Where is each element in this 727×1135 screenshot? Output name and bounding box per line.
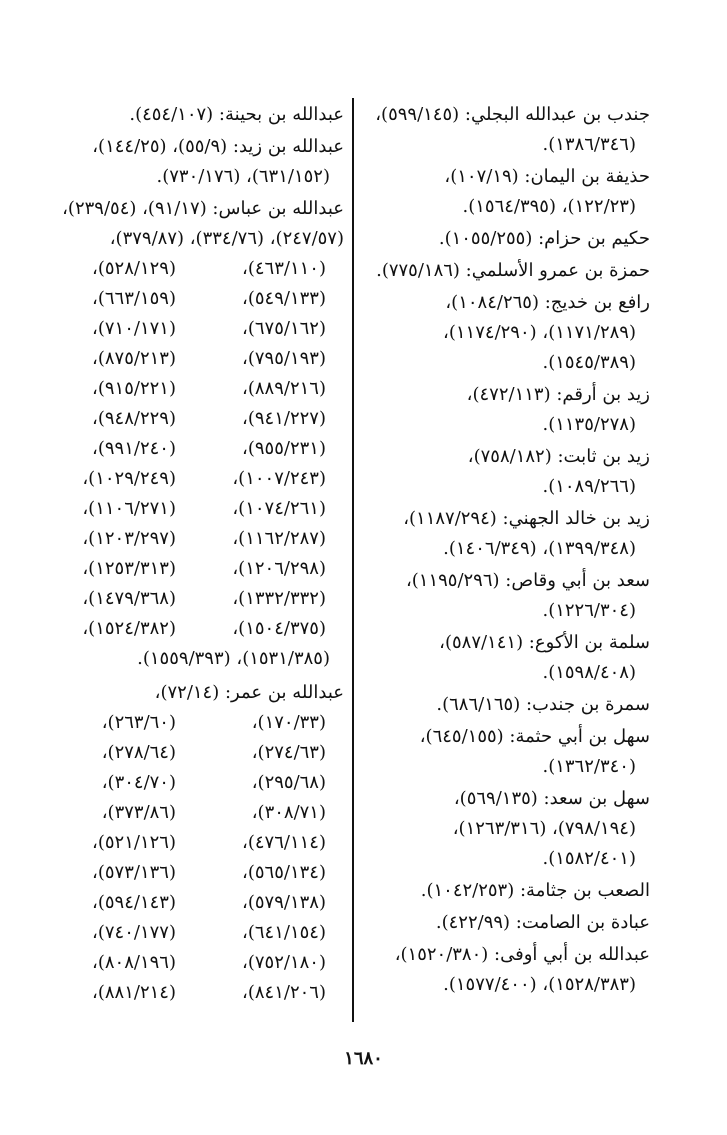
reference-item: (١١٠٦/٢٧١)، bbox=[82, 498, 176, 519]
reference-item: (٧٤٠/١٧٧)، bbox=[92, 922, 176, 943]
reference-item: (٥٧٩/١٣٨)، bbox=[242, 892, 326, 913]
entry-line: عبدالله بن زيد: (٥٥/٩)، (١٤٤/٢٥)، bbox=[92, 136, 344, 157]
entry-line: حذيفة بن اليمان: (١٠٧/١٩)، bbox=[444, 166, 650, 187]
reference-item: (١٧٠/٣٣)، bbox=[251, 712, 326, 733]
reference-item: (١٢٠٦/٢٩٨)، bbox=[232, 558, 326, 579]
index-entry bbox=[360, 876, 650, 906]
reference-item: (٥٧٣/١٣٦)، bbox=[92, 862, 176, 883]
entry-line: سمرة بن جندب: (٦٨٦/١٦٥). bbox=[436, 694, 650, 715]
entry-line: (١٣٨٦/٣٤٦). bbox=[542, 134, 636, 155]
reference-item: (١٢٠٣/٢٩٧)، bbox=[82, 528, 176, 549]
reference-item: (٢٦٣/٦٠)، bbox=[101, 712, 176, 733]
entry-line: رافع بن خديج: (١٠٨٤/٢٦٥)، bbox=[445, 292, 650, 313]
entry-line: (١٠٨٩/٢٦٦). bbox=[542, 476, 636, 497]
entry-line: زيد بن خالد الجهني: (١١٨٧/٢٩٤)، bbox=[403, 508, 650, 529]
reference-item: (٧١٠/١٧١)، bbox=[92, 318, 176, 339]
reference-item: (١٠٢٩/٢٤٩)، bbox=[82, 468, 176, 489]
entry-abdullah-bin-abbas bbox=[36, 194, 344, 674]
reference-item: (٥٦٥/١٣٤)، bbox=[242, 862, 326, 883]
reference-item: (٥٤٩/١٣٣)، bbox=[242, 288, 326, 309]
reference-item: (٧٥٢/١٨٠)، bbox=[242, 952, 326, 973]
entry-line: سهل بن سعد: (٥٦٩/١٣٥)، bbox=[453, 788, 650, 809]
entry-line: (٧٩٨/١٩٤)، (١٢٦٣/٣١٦)، bbox=[452, 818, 636, 839]
reference-item: (١٢٥٣/٣١٣)، bbox=[82, 558, 176, 579]
entry-line: (١٥٩٨/٤٠٨). bbox=[542, 662, 636, 683]
entry-line: عبدالله بن أبي أوفى: (١٥٢٠/٣٨٠)، bbox=[394, 944, 650, 965]
entry-abdullah-bin-zaid bbox=[36, 132, 344, 192]
index-entry bbox=[360, 256, 650, 286]
reference-item: (٨٧٥/٢١٣)، bbox=[92, 348, 176, 369]
index-entry bbox=[360, 784, 650, 874]
entry-line: عبادة بن الصامت: (٤٢٢/٩٩). bbox=[435, 912, 650, 933]
reference-item: (٢٩٥/٦٨)، bbox=[251, 772, 326, 793]
reference-item: (١٠٧٤/٢٦١)، bbox=[232, 498, 326, 519]
entry-line: (١٥٣١/٣٨٥)، (١٥٥٩/٣٩٣). bbox=[137, 648, 330, 669]
reference-item: (٩٥٥/٢٣١)، bbox=[242, 438, 326, 459]
reference-item: (٦٧٥/١٦٢)، bbox=[242, 318, 326, 339]
index-entry bbox=[360, 690, 650, 720]
entry-line: (٢٤٧/٥٧)، (٣٣٤/٧٦)، (٣٧٩/٨٧)، bbox=[109, 228, 344, 249]
reference-item: (٥٩٤/١٤٣)، bbox=[92, 892, 176, 913]
reference-item: (١٤٧٩/٣٦٨)، bbox=[82, 588, 176, 609]
entry-line: عبدالله بن عباس: (٩١/١٧)، (٢٣٩/٥٤)، bbox=[62, 198, 344, 219]
reference-item: (٨٤١/٢٠٦)، bbox=[242, 982, 326, 1003]
reference-item: (١١٦٢/٢٨٧)، bbox=[232, 528, 326, 549]
reference-item: (٤٦٣/١١٠)، bbox=[242, 258, 326, 279]
reference-item: (٥٢٨/١٢٩)، bbox=[92, 258, 176, 279]
reference-item: (٦٦٣/١٥٩)، bbox=[92, 288, 176, 309]
index-entry bbox=[360, 908, 650, 938]
entry-line: (١٥٨٢/٤٠١). bbox=[542, 848, 636, 869]
reference-item: (٣٧٣/٨٦)، bbox=[101, 802, 176, 823]
reference-item: (١٥٠٤/٣٧٥)، bbox=[232, 618, 326, 639]
entry-line: سهل بن أبي حثمة: (٦٤٥/١٥٥)، bbox=[419, 726, 650, 747]
entry-line: (١٣٩٩/٣٤٨)، (١٤٠٦/٣٤٩). bbox=[443, 538, 636, 559]
entry-line: (١٢٢٦/٣٠٤). bbox=[542, 600, 636, 621]
entry-line: (١٢٢/٢٣)، (١٥٦٤/٣٩٥). bbox=[462, 196, 636, 217]
reference-item: (٩١٥/٢٢١)، bbox=[92, 378, 176, 399]
reference-item: (٣٠٤/٧٠)، bbox=[101, 772, 176, 793]
entry-line: (١١٣٥/٢٧٨). bbox=[542, 414, 636, 435]
entry-line: عبدالله بن بحينة: (٤٥٤/١٠٧). bbox=[129, 104, 344, 125]
index-entry bbox=[360, 566, 650, 626]
entry-line: (١٥٢٨/٣٨٣)، (١٥٧٧/٤٠٠). bbox=[443, 974, 636, 995]
index-entry bbox=[360, 380, 650, 440]
entry-abdullah-bin-umar bbox=[36, 678, 344, 1008]
entry-line: زيد بن أرقم: (٤٧٢/١١٣)، bbox=[466, 384, 650, 405]
reference-item: (٣٠٨/٧١)، bbox=[251, 802, 326, 823]
reference-item: (١٥٢٤/٣٨٢)، bbox=[82, 618, 176, 639]
reference-item: (٩٩١/٢٤٠)، bbox=[92, 438, 176, 459]
reference-item: (٢٧٨/٦٤)، bbox=[101, 742, 176, 763]
page-number: ١٦٨٠ bbox=[344, 1048, 383, 1069]
reference-item: (٩٤٨/٢٢٩)، bbox=[92, 408, 176, 429]
entry-line: سعد بن أبي وقاص: (١١٩٥/٢٩٦)، bbox=[405, 570, 650, 591]
entry-line: حكيم بن حزام: (١٠٥٥/٢٥٥). bbox=[438, 228, 650, 249]
index-entry bbox=[360, 100, 650, 160]
left-column bbox=[36, 100, 344, 1010]
entry-line: زيد بن ثابت: (٧٥٨/١٨٢)، bbox=[467, 446, 650, 467]
entry-line: (١١٧١/٢٨٩)، (١١٧٤/٢٩٠)، bbox=[443, 322, 636, 343]
reference-item: (٤٧٦/١١٤)، bbox=[242, 832, 326, 853]
umar-reference-grid bbox=[36, 708, 344, 1008]
index-entry bbox=[360, 442, 650, 502]
entry-line: (١٣٦٢/٣٤٠). bbox=[542, 756, 636, 777]
reference-item: (٥٢١/١٢٦)، bbox=[92, 832, 176, 853]
entry-line: جندب بن عبدالله البجلي: (٥٩٩/١٤٥)، bbox=[375, 104, 650, 125]
entry-line: (١٥٤٥/٣٨٩). bbox=[542, 352, 636, 373]
index-entry bbox=[360, 224, 650, 254]
reference-item: (٩٤١/٢٢٧)، bbox=[242, 408, 326, 429]
index-entry bbox=[360, 940, 650, 1000]
reference-item: (٧٩٥/١٩٣)، bbox=[242, 348, 326, 369]
entry-line: (٦٣١/١٥٢)، (٧٣٠/١٧٦). bbox=[156, 166, 330, 187]
abbas-reference-grid bbox=[36, 254, 344, 644]
reference-item: (٦٤١/١٥٤)، bbox=[242, 922, 326, 943]
reference-item: (٨٨١/٢١٤)، bbox=[92, 982, 176, 1003]
entry-line: سلمة بن الأكوع: (٥٨٧/١٤١)، bbox=[439, 632, 650, 653]
entry-abdullah-bin-buhayna bbox=[36, 100, 344, 130]
entry-line: عبدالله بن عمر: (٧٢/١٤)، bbox=[154, 682, 344, 703]
reference-item: (٨٠٨/١٩٦)، bbox=[92, 952, 176, 973]
index-entry bbox=[360, 628, 650, 688]
reference-item: (١٣٣٢/٣٣٢)، bbox=[232, 588, 326, 609]
entry-line: الصعب بن جثامة: (١٠٤٢/٢٥٣). bbox=[420, 880, 650, 901]
index-entry bbox=[360, 162, 650, 222]
reference-item: (٢٧٤/٦٣)، bbox=[251, 742, 326, 763]
index-entry bbox=[360, 504, 650, 564]
index-entry bbox=[360, 722, 650, 782]
right-column bbox=[360, 100, 650, 1002]
column-divider bbox=[352, 98, 354, 1022]
reference-item: (٨٨٩/٢١٦)، bbox=[242, 378, 326, 399]
entry-line: حمزة بن عمرو الأسلمي: (٧٧٥/١٨٦). bbox=[376, 260, 650, 281]
index-entry bbox=[360, 288, 650, 378]
reference-item: (١٠٠٧/٢٤٣)، bbox=[232, 468, 326, 489]
